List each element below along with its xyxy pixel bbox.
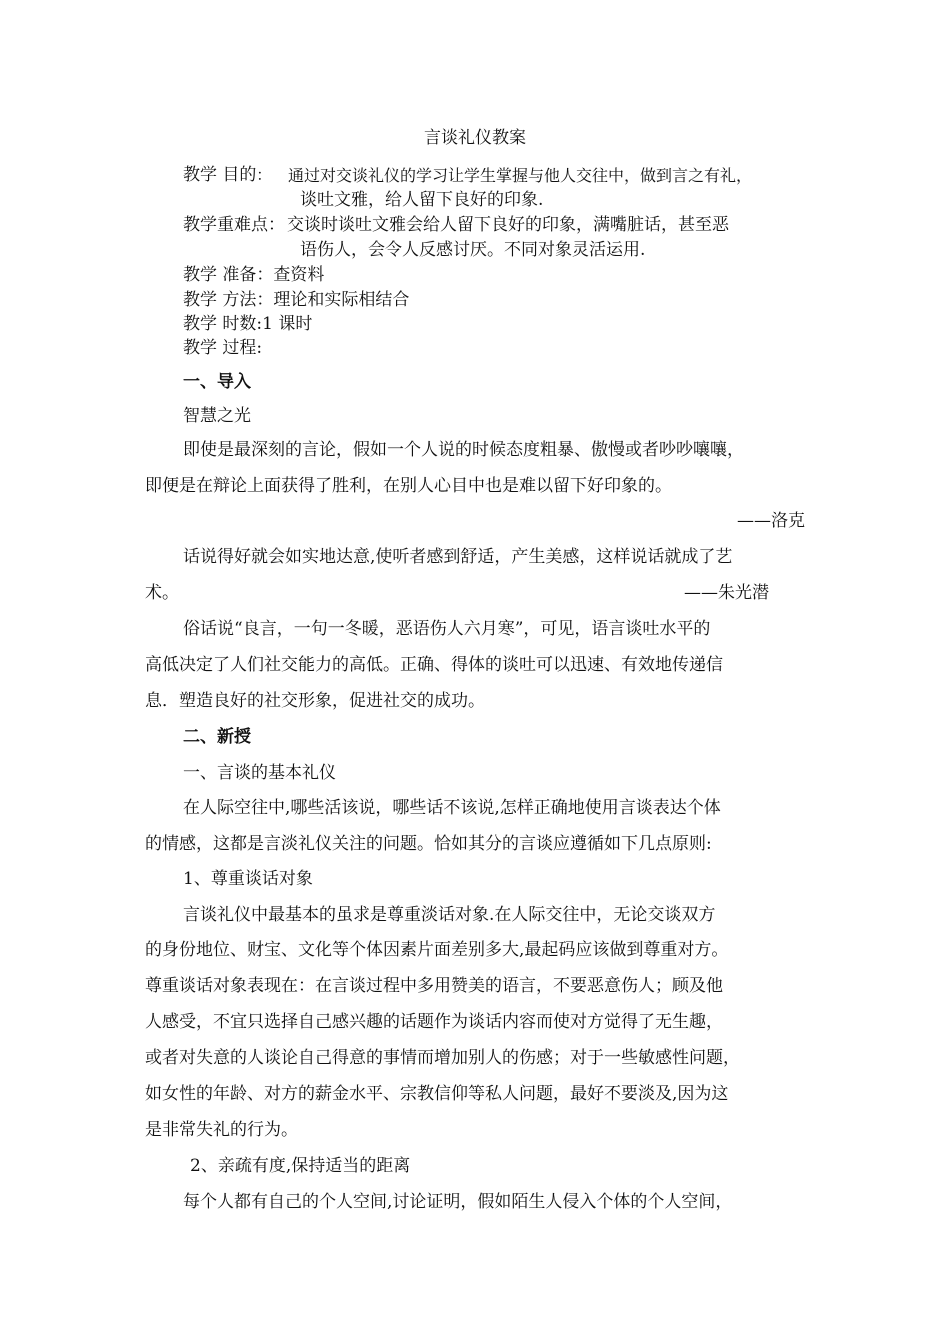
goal-label: 教学 目的： <box>183 165 272 185</box>
point1-line: 言谈礼仪中最基本的虽求是尊重淡话对象.在人际交往中，无论交谈双方 <box>183 905 716 925</box>
point1-line: 如女性的年龄、对方的薪金水平、宗教信仰等私人问题，最好不要淡及,因为这 <box>145 1084 729 1104</box>
process-line: 教学 过程: <box>183 338 263 358</box>
difficulty-text-line1: 交谈时谈吐文雅会给人留下良好的印象，满嘴脏话，甚至恶 <box>287 215 729 235</box>
point1-line: 尊重谈话对象表现在：在言谈过程中多用赞美的语言，不要恶意伤人；顾及他 <box>145 976 723 996</box>
point1-line: 或者对失意的人谈论自己得意的事情而增加别人的伤感；对于一些敏感性问题， <box>145 1048 740 1068</box>
quote2-line2: 术。 <box>145 583 179 603</box>
quote2-line1: 话说得好就会如实地达意,使听者感到舒适，产生美感，这样说话就成了艺 <box>183 547 733 567</box>
section-subtitle: 智慧之光 <box>183 406 251 426</box>
quote1-line1: 即使是最深刻的言论，假如一个人说的时候态度粗暴、傲慢或者吵吵嚷嚷， <box>183 440 744 460</box>
goal-text-line2: 谈吐文雅，给人留下良好的印象. <box>300 190 544 210</box>
subheading-basic-etiquette: 一、言谈的基本礼仪 <box>183 763 336 783</box>
point1-line: 的身份地位、财宝、文化等个体因素片面差别多大,最起码应该做到尊重对方。 <box>145 940 729 960</box>
section-heading-intro: 一、导入 <box>183 372 251 392</box>
paragraph-line3: 息．塑造良好的社交形象，促进社交的成功。 <box>145 691 485 711</box>
goal-text-line1: 通过对交谈礼仪的学习让学生掌握与他人交往中，做到言之有礼， <box>288 166 753 185</box>
difficulty-text-line2: 语伤人，会令人反感讨厌。不同对象灵活运用. <box>300 240 646 260</box>
prep-line: 教学 准备：查资料 <box>183 265 325 285</box>
point2-title: 2、亲疏有度,保持适当的距离 <box>190 1156 411 1176</box>
point1-title: 1、尊重谈话对象 <box>183 869 313 889</box>
paragraph-line1: 俗话说“良言，一句一冬暖，恶语伤人六月寒”，可见，语言谈吐水平的 <box>183 619 711 639</box>
quote2-author: ——朱光潜 <box>684 583 769 603</box>
document-title: 言谈礼仪教案 <box>424 128 526 148</box>
method-line: 教学 方法：理论和实际相结合 <box>183 290 410 310</box>
difficulty-label: 教学重难点： <box>183 215 285 235</box>
section-heading-new: 二、新授 <box>183 727 251 747</box>
intro-line1: 在人际空往中,哪些活该说，哪些话不该说,怎样正确地使用言谈表达个体 <box>183 798 721 818</box>
intro-line2: 的情感，这都是言淡礼仪关注的问题。恰如其分的言谈应遵循如下几点原则: <box>145 834 712 854</box>
point2-line1: 每个人都有自己的个人空间,讨论证明，假如陌生人侵入个体的个人空间， <box>183 1192 733 1212</box>
point1-line: 是非常失礼的行为。 <box>145 1120 298 1140</box>
hours-line: 教学 时数:1 课时 <box>183 314 313 334</box>
quote1-line2: 即便是在辩论上面获得了胜利，在别人心目中也是难以留下好印象的。 <box>145 476 672 496</box>
point1-line: 人感受，不宜只选择自己感兴趣的话题作为谈话内容而使对方觉得了无生趣， <box>145 1012 723 1032</box>
paragraph-line2: 高低决定了人们社交能力的高低。正确、得体的谈吐可以迅速、有效地传递信 <box>145 655 723 675</box>
quote1-author: ——洛克 <box>737 511 805 531</box>
